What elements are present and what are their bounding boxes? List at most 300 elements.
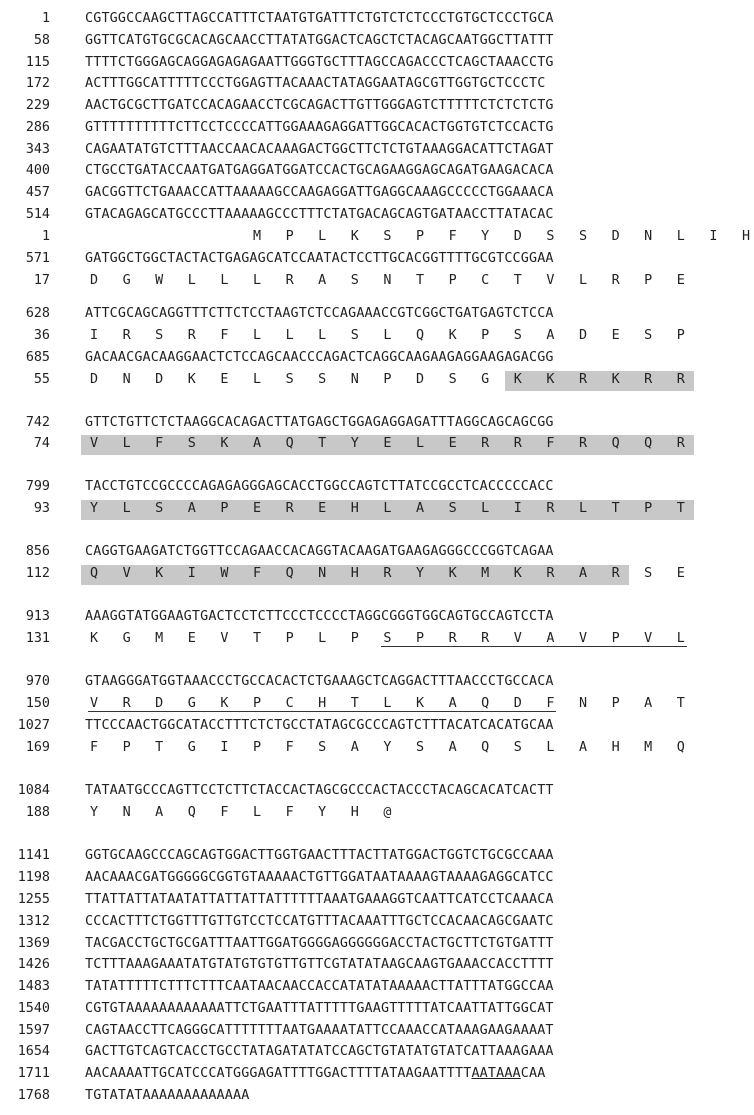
nucleotide-sequence xyxy=(85,954,554,976)
position-number: 1654 xyxy=(17,1044,50,1059)
amino-acid: F xyxy=(285,805,294,820)
position-number: 1027 xyxy=(17,718,50,733)
amino-acid: P xyxy=(122,740,131,755)
amino-acid: P xyxy=(285,229,294,244)
sequence-text: GATGGCTGGCTACTACTGAGAGCATCCAATACTCCTTGCACGGTTTTGCGTCCGGAA xyxy=(85,251,554,266)
sequence-text: GTTCTGTTCTCTAAGGCACAGACTTATGAGCTGGAGAGGAGATTTAGGCAGCAGCGG xyxy=(85,415,554,430)
sequence-text: TACGACCTGCTGCGATTTAATTGGATGGGGAGGGGGGACCTACTGCTTCTGTGATTT xyxy=(85,936,554,951)
amino-acid: T xyxy=(252,631,262,646)
amino-acid: A xyxy=(546,328,555,343)
amino-acid: K xyxy=(513,372,522,387)
amino-acid: G xyxy=(122,631,131,646)
nucleotide-line xyxy=(0,911,725,933)
position-number: 286 xyxy=(25,120,50,135)
amino-acid: Q xyxy=(676,740,685,755)
position-number: 628 xyxy=(25,306,50,321)
amino-acid: Q xyxy=(415,328,425,343)
amino-acid: V xyxy=(122,566,131,581)
position-number: 17 xyxy=(33,273,50,288)
amino-acid: Q xyxy=(285,566,294,581)
nucleotide-line xyxy=(0,182,725,204)
amino-acid: M xyxy=(481,566,490,581)
amino-acid: R xyxy=(676,436,685,451)
position-number: 93 xyxy=(33,501,50,516)
amino-acid: N xyxy=(350,372,359,387)
amino-acid: S xyxy=(350,273,359,288)
nucleotide-line xyxy=(0,248,725,270)
amino-acid: I xyxy=(187,566,196,581)
amino-acid: R xyxy=(122,696,131,711)
position-number: 1540 xyxy=(17,1001,50,1016)
nucleotide-line xyxy=(0,303,725,325)
amino-acid: V xyxy=(89,436,99,451)
amino-acid: T xyxy=(318,436,327,451)
amino-acid: V xyxy=(578,631,588,646)
amino-acid: P xyxy=(252,740,262,755)
amino-acid-line xyxy=(0,693,725,715)
nucleotide-line xyxy=(0,715,725,737)
amino-acid: P xyxy=(415,631,425,646)
amino-acid: F xyxy=(448,229,457,244)
amino-acid: K xyxy=(611,372,620,387)
amino-acid: S xyxy=(513,740,522,755)
nucleotide-line xyxy=(0,780,725,802)
amino-acid: N xyxy=(318,566,327,581)
nucleotide-sequence xyxy=(85,8,554,30)
position-number: 1312 xyxy=(17,914,50,929)
amino-acid-row xyxy=(85,226,751,248)
nucleotide-line xyxy=(0,95,725,117)
nucleotide-sequence xyxy=(85,715,554,737)
amino-acid: L xyxy=(252,805,262,820)
position-number: 55 xyxy=(33,372,50,387)
sequence-text: TACCTGTCCGCCCCAGAGAGGGAGCACCTGGCCAGTCTTATCCGCCTCACCCCCACC xyxy=(85,479,554,494)
nucleotide-sequence xyxy=(85,248,554,270)
amino-acid: I xyxy=(513,501,522,516)
amino-acid: L xyxy=(415,436,425,451)
nucleotide-line xyxy=(0,1041,725,1063)
amino-acid: P xyxy=(220,501,229,516)
sequence-text: AACAAACGATGGGGGCGGTGTAAAAACTGTTGGATAATAAAAGTAAAAGAGGCATCC xyxy=(85,870,554,885)
amino-acid: Y xyxy=(318,805,327,820)
amino-acid: A xyxy=(350,740,359,755)
amino-acid: F xyxy=(220,805,229,820)
amino-acid: G xyxy=(481,372,490,387)
position-number: 1426 xyxy=(17,957,50,972)
sequence-text: TTATTATTATAATATTATTATTATTTTTTAAATGAAAGGTCAATTCATCCTCAAACA xyxy=(85,892,554,907)
position-number: 1255 xyxy=(17,892,50,907)
amino-acid-line xyxy=(0,563,725,585)
position-number: 131 xyxy=(25,631,50,646)
nucleotide-sequence xyxy=(85,867,554,889)
nucleotide-sequence xyxy=(85,160,554,182)
nucleotide-sequence xyxy=(85,204,554,226)
amino-acid: L xyxy=(383,328,392,343)
amino-acid: N xyxy=(122,805,131,820)
amino-acid: R xyxy=(676,372,685,387)
amino-acid: A xyxy=(318,273,327,288)
amino-acid: R xyxy=(611,273,620,288)
nucleotide-sequence xyxy=(85,780,554,802)
position-number: 169 xyxy=(25,740,50,755)
nucleotide-line xyxy=(0,1020,725,1042)
amino-acid: V xyxy=(89,696,99,711)
amino-acid: F xyxy=(155,436,164,451)
amino-acid: L xyxy=(676,631,685,646)
nucleotide-sequence xyxy=(85,541,554,563)
amino-acid: L xyxy=(122,436,131,451)
amino-acid: S xyxy=(513,328,522,343)
amino-acid: I xyxy=(89,328,99,343)
position-number: 115 xyxy=(25,55,50,70)
amino-acid: G xyxy=(122,273,131,288)
position-number: 1597 xyxy=(17,1023,50,1038)
sequence-text: GTTTTTTTTTTCTTCCTCCCCATTGGAAAGAGGATTGGCACACTGGTGTCTCCACTG xyxy=(85,120,554,135)
amino-acid: H xyxy=(318,696,327,711)
amino-acid: I xyxy=(709,229,718,244)
amino-acid: Y xyxy=(89,501,99,516)
amino-acid: T xyxy=(676,501,685,516)
amino-acid: S xyxy=(644,328,653,343)
amino-acid: D xyxy=(578,328,588,343)
amino-acid: L xyxy=(578,273,588,288)
position-number: 457 xyxy=(25,185,50,200)
position-number: 188 xyxy=(25,805,50,820)
nuclear-localization-highlight xyxy=(505,371,694,391)
amino-acid: M xyxy=(644,740,653,755)
amino-acid: Q xyxy=(644,436,653,451)
sequence-text: AACAAAATTGCATCCCATGGGAGATTTTGGACTTTTATAAGAATTTT xyxy=(85,1066,472,1081)
amino-acid: K xyxy=(89,631,99,646)
amino-acid: A xyxy=(448,696,457,711)
amino-acid: D xyxy=(155,696,164,711)
nucleotide-line xyxy=(0,889,725,911)
amino-acid: E xyxy=(252,501,262,516)
position-number: 36 xyxy=(33,328,50,343)
amino-acid-line xyxy=(0,433,725,455)
amino-acid: P xyxy=(676,328,685,343)
amino-acid: H xyxy=(350,566,359,581)
nucleotide-sequence xyxy=(85,976,554,998)
amino-acid: L xyxy=(383,696,392,711)
polyadenylation-signal: AATAAA xyxy=(471,1066,521,1081)
nucleotide-sequence xyxy=(85,139,554,161)
amino-acid-line xyxy=(0,737,725,759)
position-number: 112 xyxy=(25,566,50,581)
amino-acid: D xyxy=(155,372,164,387)
amino-acid: N xyxy=(122,372,131,387)
amino-acid: A xyxy=(252,436,262,451)
amino-acid: W xyxy=(220,566,229,581)
amino-acid: R xyxy=(546,501,555,516)
amino-acid: Y xyxy=(89,805,99,820)
amino-acid: C xyxy=(285,696,294,711)
sequence-text: TATAATGCCCAGTTCCTCTTCTACCACTAGCGCCCACTACCCTACAGCACATCACTT xyxy=(85,783,554,798)
nucleotide-sequence xyxy=(85,1020,554,1042)
amino-acid: F xyxy=(285,740,294,755)
amino-acid: K xyxy=(513,566,522,581)
amino-acid: F xyxy=(89,740,99,755)
amino-acid: L xyxy=(383,501,392,516)
amino-acid: L xyxy=(481,501,490,516)
position-number: 229 xyxy=(25,98,50,113)
amino-acid-line xyxy=(0,325,725,347)
amino-acid: R xyxy=(285,273,294,288)
amino-acid: D xyxy=(513,696,522,711)
nucleotide-sequence xyxy=(85,182,554,204)
amino-acid-row xyxy=(85,325,705,347)
amino-acid: K xyxy=(546,372,555,387)
amino-acid: F xyxy=(220,328,229,343)
amino-acid: H xyxy=(350,805,359,820)
sequence-text: CTGCCTGATACCAATGATGAGGATGGATCCACTGCAGAAGGAGCAGATGAAGACACA xyxy=(85,163,554,178)
nucleotide-sequence xyxy=(85,606,554,628)
nucleotide-line xyxy=(0,476,725,498)
nucleotide-line xyxy=(0,160,725,182)
amino-acid: P xyxy=(644,501,653,516)
position-number: 400 xyxy=(25,163,50,178)
amino-acid: H xyxy=(611,740,620,755)
amino-acid: V xyxy=(513,631,522,646)
amino-acid: S xyxy=(155,501,164,516)
nucleotide-line xyxy=(0,117,725,139)
nucleotide-sequence xyxy=(85,117,554,139)
amino-acid: Q xyxy=(89,566,99,581)
sequence-text: TCTTTAAAGAAATATGTATGTGTGTTGTTCGTATATAAGCAAGTGAAACCACCTTTT xyxy=(85,957,554,972)
amino-acid: R xyxy=(578,372,588,387)
position-number: 343 xyxy=(25,142,50,157)
sequence-text: ATTCGCAGCAGGTTTCTTCTCCTAAGTCTCCAGAAACCGTCGGCTGATGAGTCTCCA xyxy=(85,306,554,321)
amino-acid: I xyxy=(220,740,229,755)
sequence-text: TGTATATAAAAAAAAAAAAA xyxy=(85,1088,250,1103)
sequence-text: GTACAGAGCATGCCCTTAAAAAGCCCTTTCTATGACAGCAGTGATAACCTTATACAC xyxy=(85,207,554,222)
amino-acid: R xyxy=(383,566,392,581)
nucleotide-line xyxy=(0,867,725,889)
amino-acid: F xyxy=(546,696,555,711)
amino-acid: P xyxy=(415,229,425,244)
amino-acid: Q xyxy=(285,436,294,451)
amino-acid: L xyxy=(578,501,588,516)
amino-acid: T xyxy=(676,696,685,711)
amino-acid-row xyxy=(85,693,705,715)
amino-acid: E xyxy=(676,566,685,581)
position-number: 685 xyxy=(25,350,50,365)
amino-acid: F xyxy=(546,436,555,451)
amino-acid: A xyxy=(155,805,164,820)
amino-acid: T xyxy=(611,501,620,516)
amino-acid: L xyxy=(318,328,327,343)
amino-acid: Q xyxy=(481,740,490,755)
nucleotide-line xyxy=(0,8,725,30)
amino-acid: S xyxy=(155,328,164,343)
amino-acid: R xyxy=(513,436,522,451)
position-number: 1084 xyxy=(17,783,50,798)
amino-acid: Y xyxy=(383,740,392,755)
amino-acid: S xyxy=(285,372,294,387)
amino-acid-line xyxy=(0,498,725,520)
amino-acid: Q xyxy=(481,696,490,711)
nucleotide-sequence xyxy=(85,73,545,95)
amino-acid: L xyxy=(122,501,131,516)
amino-acid: E xyxy=(318,501,327,516)
amino-acid-row xyxy=(85,737,705,759)
amino-acid: V xyxy=(644,631,653,646)
amino-acid: Q xyxy=(611,436,620,451)
amino-acid: M xyxy=(252,229,262,244)
nucleotide-sequence xyxy=(85,845,554,867)
amino-acid: K xyxy=(220,436,229,451)
amino-acid: K xyxy=(448,566,457,581)
amino-acid: G xyxy=(187,696,196,711)
amino-acid: E xyxy=(220,372,229,387)
amino-acid: N xyxy=(383,273,392,288)
nucleotide-sequence xyxy=(85,95,554,117)
position-number: 1369 xyxy=(17,936,50,951)
amino-acid: S xyxy=(448,372,457,387)
amino-acid: N xyxy=(578,696,588,711)
amino-acid: P xyxy=(448,273,457,288)
amino-acid: L xyxy=(546,740,555,755)
amino-acid-row xyxy=(85,369,705,391)
nucleotide-line xyxy=(0,1085,725,1107)
sequence-tail: CAA xyxy=(520,1066,546,1081)
amino-acid: S xyxy=(383,631,392,646)
nucleotide-line xyxy=(0,412,725,434)
amino-acid: T xyxy=(350,696,359,711)
amino-acid: L xyxy=(318,229,327,244)
nucleotide-sequence xyxy=(85,303,554,325)
amino-acid: Y xyxy=(481,229,490,244)
nucleotide-line xyxy=(0,347,725,369)
sequence-text: CCCACTTTCTGGTTTGTTGTCCTCCATGTTTACAAATTTGCTCCACAACAGCGAATC xyxy=(85,914,554,929)
amino-acid: A xyxy=(644,696,653,711)
position-number: 742 xyxy=(25,415,50,430)
amino-acid: K xyxy=(187,372,196,387)
position-number: 1198 xyxy=(17,870,50,885)
amino-acid: E xyxy=(448,436,457,451)
amino-acid: T xyxy=(155,740,164,755)
amino-acid: R xyxy=(187,328,196,343)
position-number: 1141 xyxy=(17,848,50,863)
amino-acid: L xyxy=(220,273,229,288)
amino-acid: E xyxy=(383,436,392,451)
position-number: 913 xyxy=(25,609,50,624)
amino-acid: S xyxy=(644,566,653,581)
amino-acid: P xyxy=(644,273,653,288)
sequence-text: CAGAATATGTCTTTAACCAACACAAAGACTGGCTTCTCTGTAAAGGACATTCTAGAT xyxy=(85,142,554,157)
position-number: 74 xyxy=(33,436,50,451)
nucleotide-line xyxy=(0,606,725,628)
sequence-text: GGTGCAAGCCCAGCAGTGGACTTGGTGAACTTTACTTATGGACTGGTCTGCGCCAAA xyxy=(85,848,554,863)
sequence-text: AACTGCGCTTGATCCACAGAACCTCGCAGACTTGTTGGGAGTCTTTTTCTCTCTCTG xyxy=(85,98,554,113)
amino-acid: E xyxy=(611,328,620,343)
amino-acid: H xyxy=(741,229,751,244)
amino-acid: L xyxy=(252,273,262,288)
position-number: 1483 xyxy=(17,979,50,994)
amino-acid: S xyxy=(448,501,457,516)
position-number: 1711 xyxy=(17,1066,50,1081)
nucleotide-sequence xyxy=(85,933,554,955)
nucleotide-sequence xyxy=(85,347,554,369)
amino-acid: P xyxy=(350,631,359,646)
nucleotide-line xyxy=(0,73,725,95)
amino-acid: S xyxy=(578,229,588,244)
amino-acid: S xyxy=(383,229,392,244)
position-number: 1 xyxy=(41,229,50,244)
amino-acid: R xyxy=(448,631,457,646)
sequence-text: GTAAGGGATGGTAAACCCTGCCACACTCTGAAAGCTCAGGACTTTAACCCTGCCACA xyxy=(85,674,554,689)
position-number: 172 xyxy=(25,76,50,91)
amino-acid: D xyxy=(89,372,99,387)
amino-acid-line xyxy=(0,226,751,248)
sequence-text: TTTTCTGGGAGCAGGAGAGAGAATTGGGTGCTTTAGCCAGACCCTCAGCTAAACCTG xyxy=(85,55,554,70)
amino-acid: W xyxy=(155,273,164,288)
amino-acid: Y xyxy=(415,566,425,581)
sequence-text: TTCCCAACTGGCATACCTTTCTCTGCCTATAGCGCCCAGTCTTTACATCACATGCAA xyxy=(85,718,554,733)
sequence-text: GACGGTTCTGAAACCATTAAAAAGCCAAGAGGATTGAGGCAAAGCCCCCTGGAAACA xyxy=(85,185,554,200)
amino-acid-row xyxy=(85,270,705,292)
amino-acid: R xyxy=(611,566,620,581)
sequence-text: TATATTTTTCTTTCTTTCAATAACAACCACCATATATAAAAACTTATTTATGGCCAA xyxy=(85,979,554,994)
nucleotide-line xyxy=(0,933,725,955)
amino-acid: L xyxy=(252,372,262,387)
nucleotide-line xyxy=(0,998,725,1020)
amino-acid-row xyxy=(85,563,705,585)
amino-acid: S xyxy=(350,328,359,343)
sequence-text: CGTGGCCAAGCTTAGCCATTTCTAATGTGATTTCTGTCTCTCCCTGTGCTCCCTGCA xyxy=(85,11,554,26)
amino-acid: R xyxy=(546,566,555,581)
amino-acid: P xyxy=(285,631,294,646)
amino-acid: V xyxy=(220,631,229,646)
amino-acid: S xyxy=(187,436,196,451)
amino-acid: L xyxy=(676,229,685,244)
position-number: 571 xyxy=(25,251,50,266)
amino-acid: A xyxy=(546,631,555,646)
sequence-text: GACTTGTCAGTCACCTGCCTATAGATATATCCAGCTGTATATGTATCATTAAAGAAA xyxy=(85,1044,554,1059)
amino-acid: R xyxy=(122,328,131,343)
amino-acid-row xyxy=(85,433,705,455)
position-number: 856 xyxy=(25,544,50,559)
amino-acid-row xyxy=(85,498,705,520)
sequence-text: CAGGTGAAGATCTGGTTCCAGAACCACAGGTACAAGATGAAGAGGGCCCGGTCAGAA xyxy=(85,544,554,559)
amino-acid: N xyxy=(644,229,653,244)
amino-acid: T xyxy=(513,273,522,288)
amino-acid: P xyxy=(611,696,620,711)
amino-acid-row xyxy=(85,802,705,824)
amino-acid: E xyxy=(187,631,196,646)
nucleotide-sequence xyxy=(85,1063,545,1085)
amino-acid: Y xyxy=(350,436,359,451)
stop-codon-marker: @ xyxy=(383,805,392,820)
amino-acid: A xyxy=(578,740,588,755)
amino-acid: M xyxy=(155,631,164,646)
amino-acid: G xyxy=(187,740,196,755)
amino-acid: R xyxy=(644,372,653,387)
nucleotide-line xyxy=(0,976,725,998)
nucleotide-line xyxy=(0,139,725,161)
position-number: 1768 xyxy=(17,1088,50,1103)
amino-acid: L xyxy=(252,328,262,343)
nucleotide-line xyxy=(0,541,725,563)
amino-acid: S xyxy=(318,740,327,755)
sequence-text: GACAACGACAAGGAACTCTCCAGCAACCCAGACTCAGGCAAGAAGAGGAAGAGACGG xyxy=(85,350,554,365)
amino-acid-line xyxy=(0,628,725,650)
amino-acid: K xyxy=(415,696,425,711)
position-number: 514 xyxy=(25,207,50,222)
amino-acid: P xyxy=(611,631,620,646)
sequence-text: CGTGTAAAAAAAAAAAATTCTGAATTTATTTTTGAAGTTTTTATCAATTATTGGCAT xyxy=(85,1001,554,1016)
nucleotide-sequence xyxy=(85,476,554,498)
